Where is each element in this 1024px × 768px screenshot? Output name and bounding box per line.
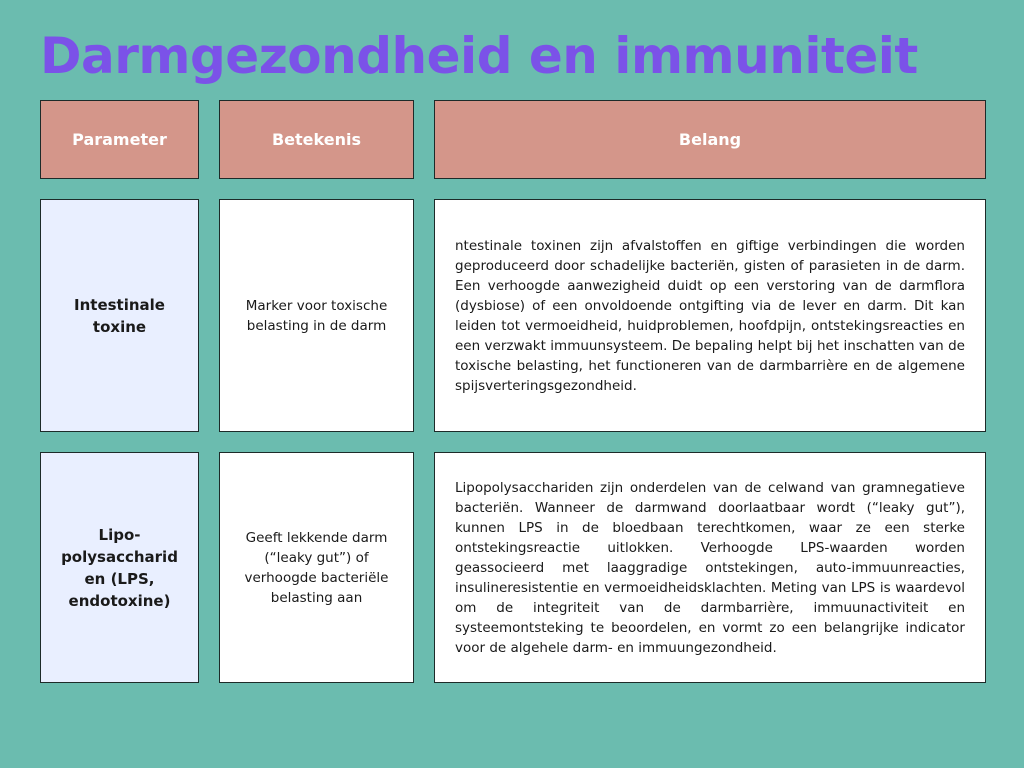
row-1-parameter: Intestinale toxine [40,199,199,432]
row-1-belang-text: ntestinale toxinen zijn afvalstoffen en giftige verbindingen die worden geproduceerd door schadelijke bacteriën, gisten of parasieten in de darm. Een verhoogde aanwezigheid duidt op een verstoring van de darmflora (dysbiose) of een onvoldoende ontgifting via de lever en darm. Dit kan leiden tot vermoeidheid, huidproblemen, hoofdpijn, ontstekingsreacties en een verzwakt immuunsysteem. De bepaling helpt bij het inschatten van de toxische belasting, het functioneren van de darmbarrière en de algemene spijsverteringsgezondheid. [455,237,965,394]
header-betekenis: Betekenis [219,100,414,179]
row-2-parameter: Lipo-polysaccharid en (LPS, endotoxine) [40,452,199,683]
row-2-belang [434,452,986,683]
row-1-betekenis: Marker voor toxische belasting in de darm [219,199,414,432]
header-parameter: Parameter [40,100,199,179]
row-1-belang [434,199,986,432]
header-belang: Belang [434,100,986,179]
page-title: Darmgezondheid en immuniteit [40,27,918,85]
row-2-betekenis: Geeft lekkende darm (“leaky gut”) of verhoogde bacteriële belasting aan [219,452,414,683]
row-2-belang-text: Lipopolysacchariden zijn onderdelen van de celwand van gramnegatieve bacteriën. Wanneer de darmwand doorlaatbaar wordt (“leaky gut”), kunnen LPS in de bloedbaan terechtkomen, waar ze een sterke ontstekingsreactie uitlokken. Verhoogde LPS-waarden worden geassocieerd met laaggradige ontstekingen, auto-immuunreacties, insulineresistentie en vermoeidheidsklachten. Meting van LPS is waardevol om de integriteit van de darmbarrière, immuunactiviteit en systeemontsteking te beoordelen, en vormt zo een belangrijke indicator voor de algehele darm- en immuungezondheid. [455,479,965,656]
